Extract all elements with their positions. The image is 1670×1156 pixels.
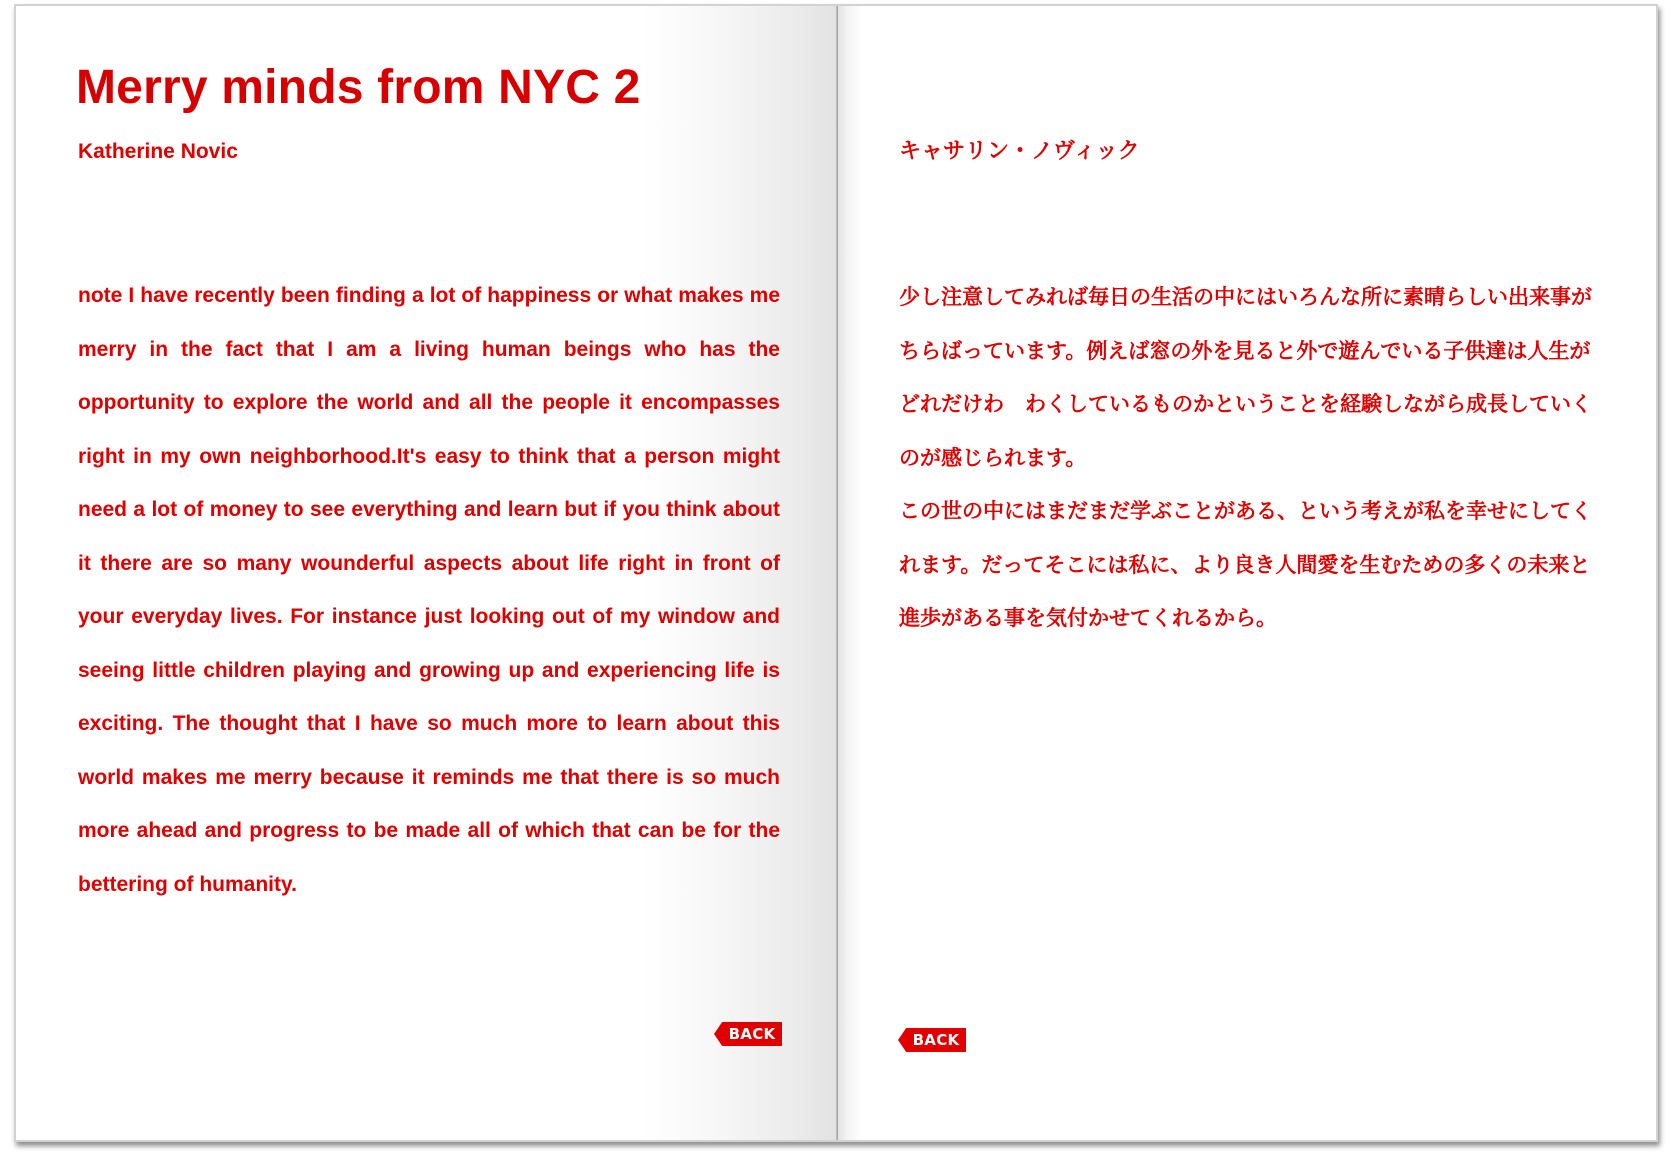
back-button-label: BACK (912, 1031, 960, 1049)
back-button-label: BACK (728, 1025, 776, 1043)
page-title: Merry minds from NYC 2 (76, 61, 641, 114)
author-name-japanese: キャサリン・ノヴィック (899, 139, 1140, 164)
english-body-text: note I have recently been finding a lot of happiness or what makes me merry in the fact that I am a living human beings who has the opportunity to explore the world and all the people it encompasses right in my own neighborhood.It's easy to think that a person might need a lot of money to see everything and learn but if you think about it there are so many wounderful aspects about life right in front of your everyday lives. For instance just looking out of my window and seeing little children playing and growing up and experiencing life is exciting. The thought that I have so much more to learn about this world makes me merry because it reminds me that there is so much more ahead and progress to be made all of which that can be for the bettering of humanity. (78, 284, 780, 896)
back-button[interactable] (898, 1028, 966, 1052)
left-page (16, 6, 838, 1140)
japanese-paragraph: この世の中にはまだまだ学ぶことがある、という考えが私を幸せにしてくれます。だってそこには私に、より良き人間愛を生むための多くの未来と進歩がある事を気付かせてくれるから。 (899, 499, 1592, 630)
japanese-paragraph: 少し注意してみれば毎日の生活の中にはいろんな所に素晴らしい出来事がちらばっています。例えば窓の外を見ると外で遊んでいる子供達は人生がどれだけわ わくしているものかということを経験しながら成長していくのが感じられます。 (899, 285, 1592, 470)
japanese-body-text (899, 271, 1599, 646)
author-name: Katherine Novic (78, 140, 238, 163)
book-spread (14, 4, 1658, 1142)
back-button[interactable] (714, 1022, 782, 1046)
